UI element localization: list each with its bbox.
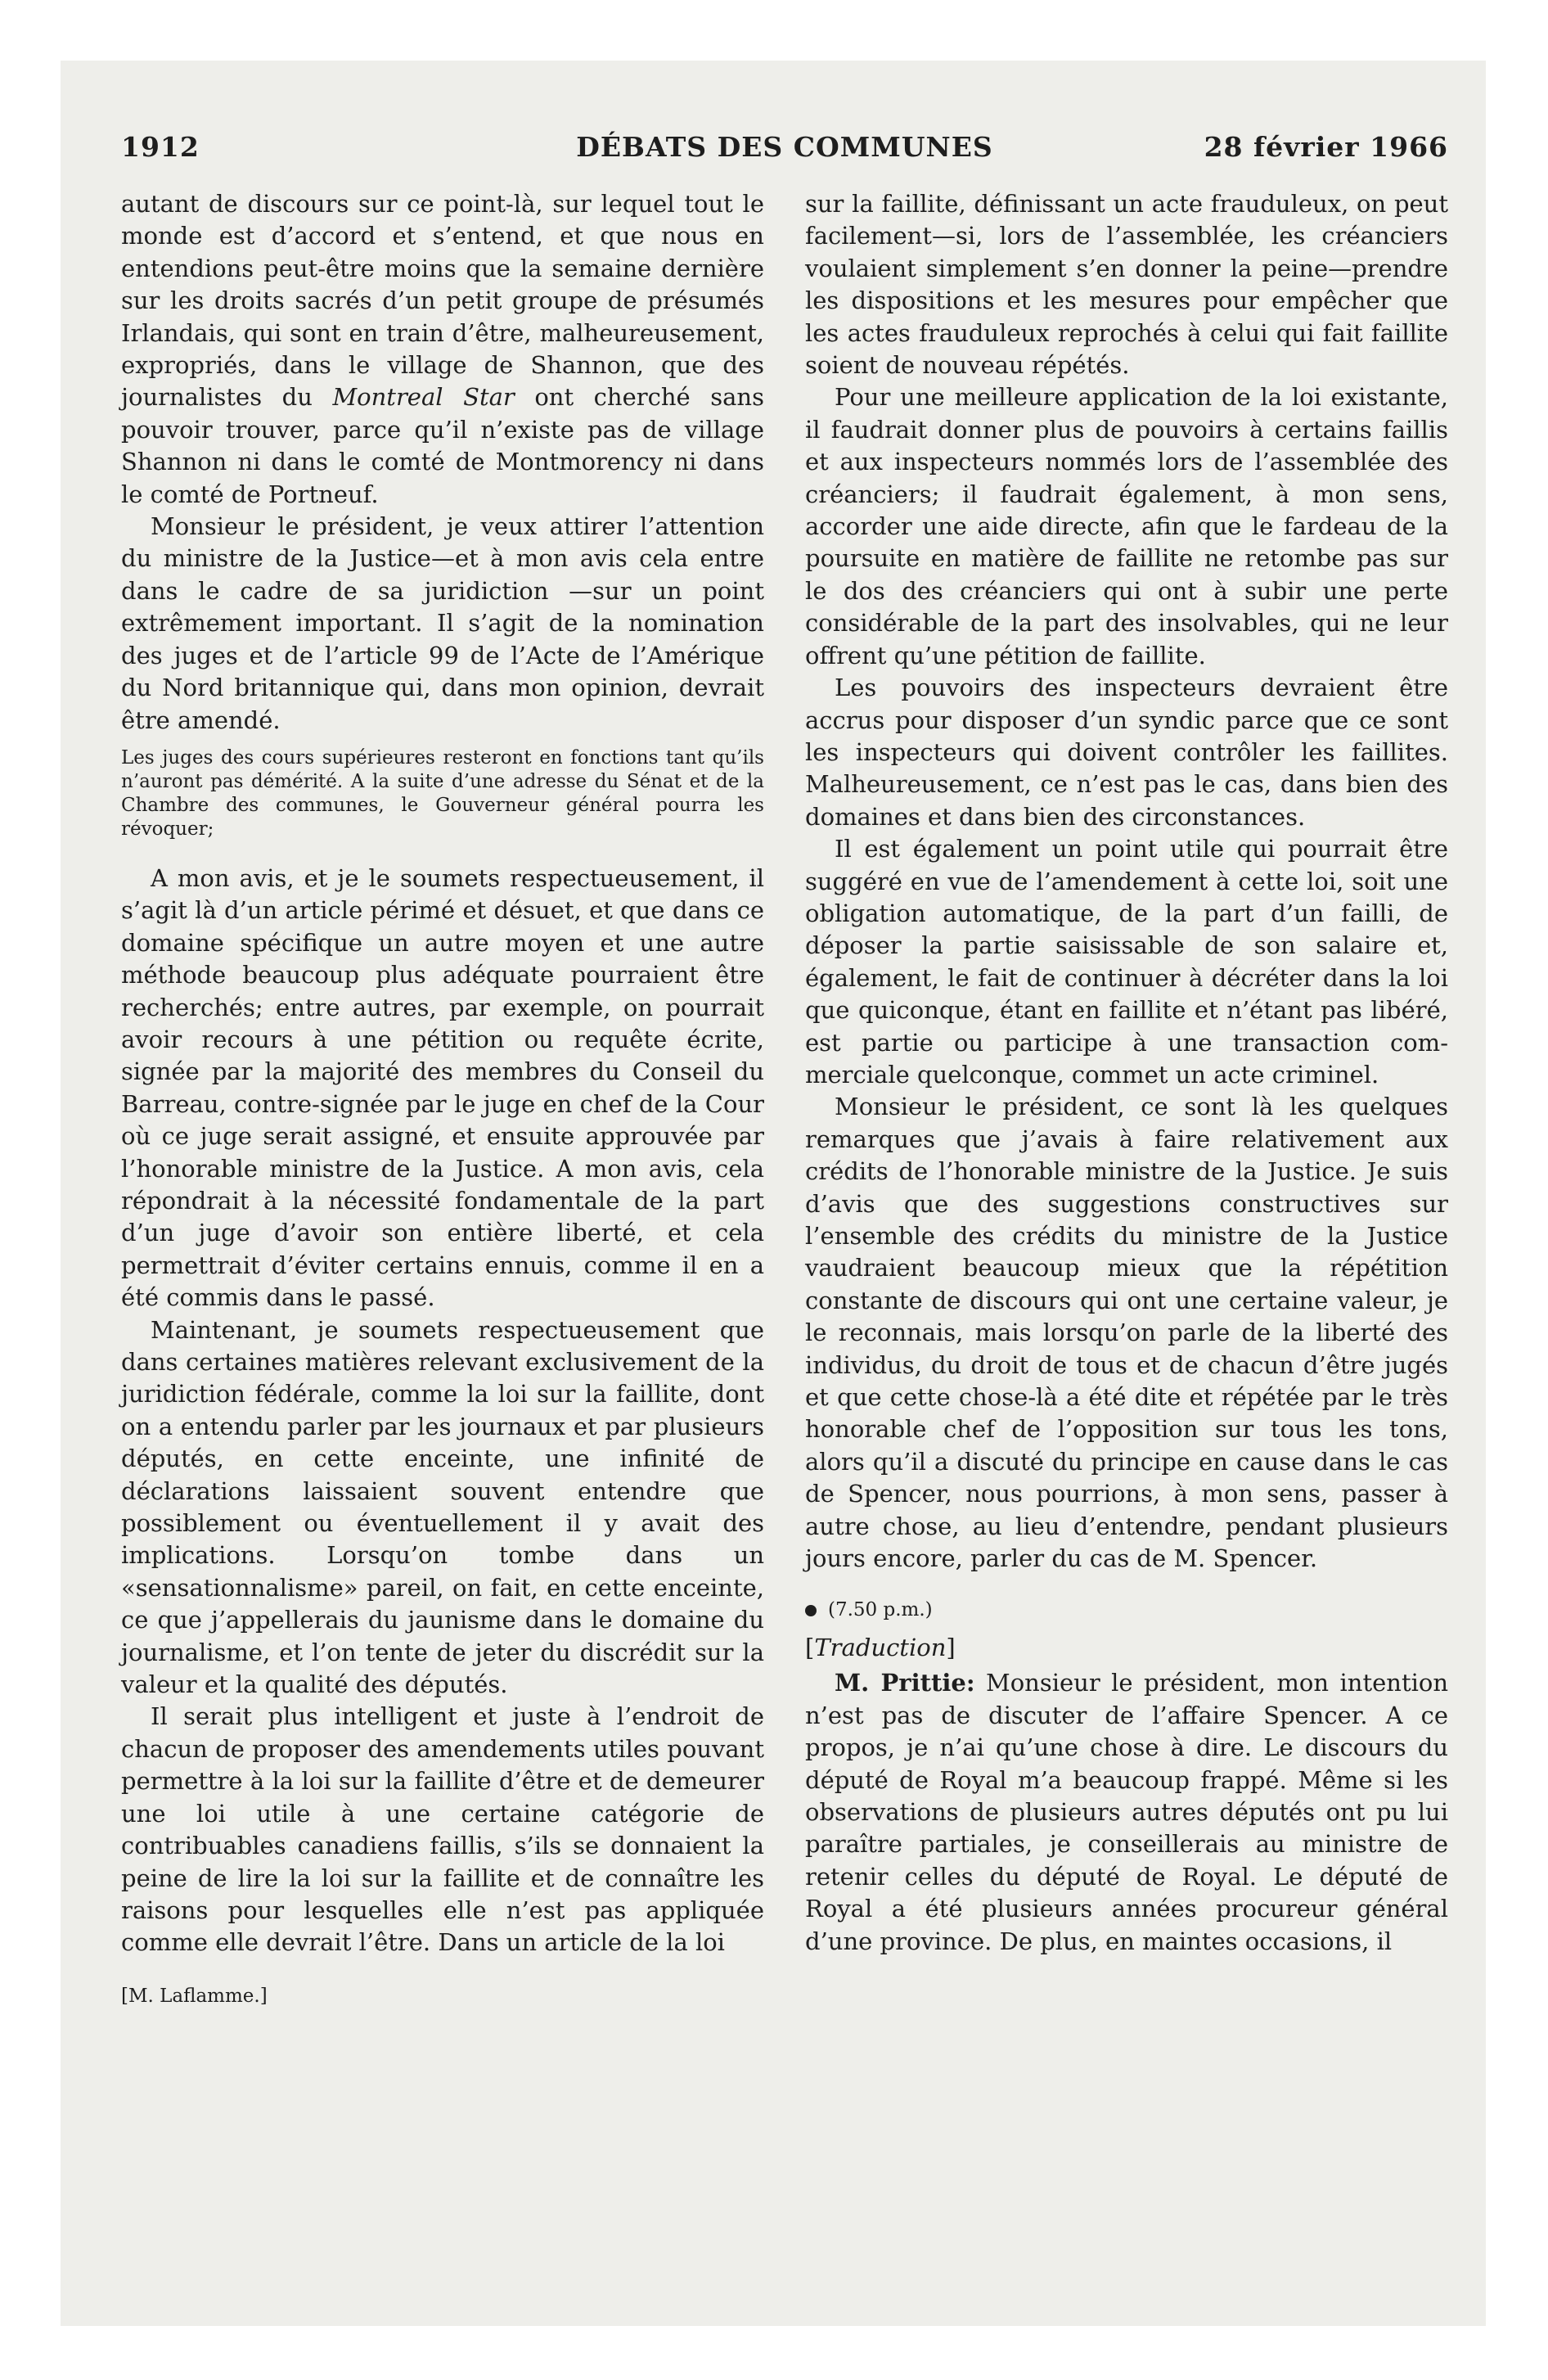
paragraph: A mon avis, et je le soumets respectueusement, il s’agit là d’un article périmé et désuet, et que dans ce domaine spécifique un autre moyen et une autre méthode beaucoup plus adéquate pourraient être recherchés; entre autres, par exemple, on pourrait avoir recours à une pétition ou requête écrite, signée par la majorité des membres du Conseil du Barreau, contre-signée par le juge en chef de la Cour où ce juge serait assigné, et ensuite approuvée par l’honorable ministre de la Justice. A mon avis, cela répondrait à la nécessité fondamentale de la part d’un juge d’avoir son entière liberté, et cela permettrait d’éviter certains ennuis, comme il en a été commis dans le passé. (121, 863, 764, 1312)
newspaper-name: Montreal Star (332, 383, 515, 412)
text-run: autant de discours sur ce point-là, sur lequel tout le monde est d’accord et s’entend, et que nous en entendions peut-être moins que la semaine dernière sur les droits sacrés d’un petit groupe de présumés Irlandais, qui sont en train d’être, malheureusement, expropriés, dans le village de Shannon, que des journalistes du (121, 190, 764, 412)
speaker-name: M. Prittie: (835, 1669, 975, 1697)
paragraph: Monsieur le président, ce sont là les quelques remarques que j’avais à faire relativement aux crédits de l’honorable ministre de la Justice. Je suis d’avis que des suggestions constructives sur l’ensemble des crédits du ministre de la Justice vaudraient beaucoup mieux que la répétition constante de discours qui ont une certaine valeur, je le reconnais, mais lorsqu’on parle de la liberté des individus, du droit de tous et de chacun d’être jugés et que cette chose-là a été dite et répétée par le très honorable chef de l’opposition sur tous les tons, alors qu’il a discuté du principe en cause dans le cas de Spencer, nous pourrions, à mon sens, passer à autre chose, au lieu d’entendre, pendant plusieurs jours encore, parler du cas de M. Spencer. (805, 1093, 1448, 1573)
paragraph: Il est également un point utile qui pourrait être suggéré en vue de l’amendement à cette loi, soit une obligation automatique, de la part d’un failli, de déposer la partie saisissable de son salaire et, également, le fait de continuer à décréter dans la loi que quiconque, étant en faillite et n’étant pas libéré, est partie ou participe à une transaction commerciale quelconque, commet un acte criminel. (805, 835, 1448, 1089)
translation-marker (805, 1632, 1448, 1664)
speaker-note: [M. Laflamme.] (121, 1985, 268, 2007)
paragraph: Les pouvoirs des inspecteurs devraient être accrus pour disposer d’un syndic parce que ce sont les inspecteurs qui doivent contrôler les faillites. Malheureusement, ce n’est pas le cas, dans bien des domaines et dans bien des circonstances. (805, 674, 1448, 831)
left-column (121, 188, 764, 2013)
paragraph: Il serait plus intelligent et juste à l’endroit de chacun de proposer des amendements utiles pouvant permettre à la loi sur la faillite d’être et de demeurer une loi utile à une certaine catégorie de contribuables canadiens faillis, s’ils se donnaient la peine de lire la loi sur la faillite et de connaître les raisons pour lesquelles elle n’est pas appliquée comme elle devrait l’être. Dans un article de la loi (121, 1702, 764, 1957)
paragraph (805, 1667, 1448, 1958)
publication-title: DÉBATS DES COMMUNES (576, 131, 993, 163)
bracket-open: [ (805, 1633, 815, 1661)
paragraph: sur la faillite, définissant un acte frauduleux, on peut facilement—si, lors de l’assemblée, les créanciers voulaient simplement s’en donner la peine—prendre les dispositions et les mesures pour empêcher que les actes frauduleux reprochés à celui qui fait faillite soient de nouveau répétés. (805, 190, 1448, 380)
right-column (805, 188, 1448, 1958)
page-date: 28 février 1966 (1204, 131, 1448, 163)
time-marker (805, 1594, 1448, 1626)
bullet-icon (805, 1605, 817, 1616)
page-number: 1912 (121, 131, 200, 163)
document-page (121, 119, 1449, 2007)
paragraph: Monsieur le président, je veux attirer l’attention du ministre de la Justice—et à mon avis cela entre dans le cadre de sa juridiction —sur un point extrêmement important. Il s’agit de la nomination des juges et de l’article 99 de l’Acte de l’Amérique du Nord britannique qui, dans mon opinion, devrait être amendé. (121, 512, 764, 734)
page-header (121, 119, 1448, 169)
paragraph: Maintenant, je soumets respectueusement que dans certaines matières relevant exclusivement de la juridiction fédérale, comme la loi sur la faillite, dont on a entendu parler par les journaux et par plusieurs députés, en cette enceinte, une infinité de déclarations laissaient souvent entendre que possiblement ou éventuellement il y avait des implications. Lorsqu’on tombe dans un «sensationnalisme» pareil, on fait, en cette enceinte, ce que j’appellerais du jaunisme dans le domaine du journalisme, et l’on tente de jeter du discrédit sur la valeur et la qualité des députés. (121, 1315, 764, 1699)
quoted-article: Les juges des cours supérieures resteront en fonctions tant qu’ils n’auront pas démérité. A la suite d’une adresse du Sénat et de la Chambre des communes, le Gouverneur général pourra les révoquer; (121, 746, 764, 840)
paragraph (121, 188, 764, 511)
text-run: ont cherché sans pouvoir trouver, parce qu’il n’existe pas de village Shannon ni dans le comté de Montmorency ni dans le comté de Portneuf. (121, 383, 764, 508)
bracket-close: ] (946, 1633, 956, 1661)
time-text: (7.50 p.m.) (828, 1599, 933, 1621)
translation-label: Traduction (814, 1633, 947, 1661)
paragraph: Pour une meilleure application de la loi existante, il faudrait donner plus de pouvoirs à certains faillis et aux inspecteurs nommés lors de l’assemblée des créanciers; il faudrait également, à mon sens, accorder une aide directe, afin que le fardeau de la poursuite en matière de faillite ne retombe pas sur le dos des créanciers qui ont à subir une perte considérable de la part des insolvables, qui ne leur offrent qu’une pétition de faillite. (805, 383, 1448, 669)
text-run: Monsieur le président, mon intention n’est pas de discuter de l’affaire Spencer. A ce propos, je n’ai qu’une chose à dire. Le discours du député de Royal m’a beaucoup frappé. Même si les observations de plusieurs autres députés ont pu lui paraître partiales, je conseillerais au ministre de retenir celles du député de Royal. Le député de Royal a été plusieurs années procureur général d’une province. De plus, en maintes occasions, il (805, 1669, 1449, 1955)
